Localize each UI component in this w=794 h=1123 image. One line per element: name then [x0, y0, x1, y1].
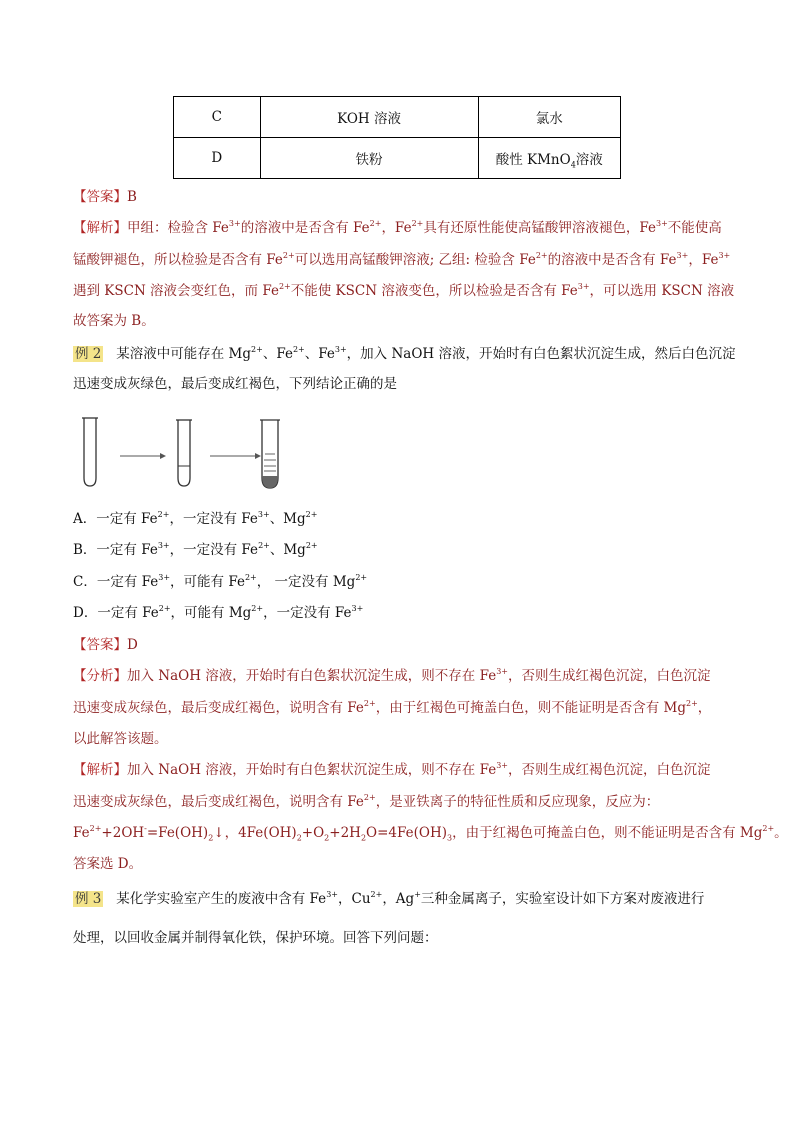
q2-analysis-line-1: 【分析】加入 NaOH 溶液，开始时有白色絮状沉淀生成，则不存在 $Fe^{3+}$，否则生成红褐色沉淀，白色沉淀 — [73, 666, 711, 684]
q2-analysis-line-3: 以此解答该题。 — [73, 731, 168, 747]
q2-expl-line-1: 【解析】加入 NaOH 溶液，开始时有白色絮状沉淀生成，则不存在 $Fe^{3+}$，否则生成红褐色沉淀，白色沉淀 — [73, 760, 711, 778]
q3-stem-line-1: 例 3 某化学实验室产生的废液中含有 $Fe^{3+}$，$Cu^{2+}$，Ag+三种金属离子，实验室设计如下方案对废液进行 — [75, 889, 705, 907]
test-tube-empty-icon — [82, 418, 98, 486]
test-tube-precipitate-icon — [260, 420, 280, 488]
q2-expl-line-2: 迅速变成灰绿色，最后变成红褐色，说明含有 $Fe^{2+}$，是亚铁离子的特征性质和反应现象，反应为： — [73, 792, 660, 810]
q1-answer: 【答案】B — [73, 189, 137, 205]
row-label: D — [174, 138, 261, 179]
q2-stem-line-2: 迅速变成灰绿色，最后变成红褐色，下列结论正确的是 — [73, 376, 397, 392]
q2-option-b: B．一定有 $Fe^{3+}$，一定没有 $Fe^{2+}$、$Mg^{2+}$ — [73, 540, 318, 558]
q1-expl-line-4: 故答案为 B。 — [73, 313, 155, 329]
q2-expl-line-4: 答案选 D。 — [73, 856, 143, 872]
example-badge: 例 2 — [75, 346, 102, 362]
q1-expl-line-3: 遇到 KSCN 溶液会变红色，而 $Fe^{2+}$不能使 KSCN 溶液变色，所以检验是否含有 $Fe^{3+}$，可以选用 KSCN 溶液 — [73, 281, 735, 299]
q2-option-c: C．一定有 $Fe^{3+}$，可能有 $Fe^{2+}$， 一定没有 $Mg^{2+}$ — [73, 572, 368, 590]
test-tube-solution-icon — [176, 420, 192, 486]
table-row — [174, 138, 621, 179]
row-label: C — [174, 97, 261, 138]
q3-stem-line-2: 处理，以回收金属并制得氧化铁，保护环境。回答下列问题： — [73, 930, 438, 946]
table-row — [174, 97, 621, 138]
reagent-b: 酸性 KMnO$_4$溶液 — [478, 138, 621, 179]
q2-analysis-line-2: 迅速变成灰绿色，最后变成红褐色，说明含有 $Fe^{2+}$，由于红褐色可掩盖白色，则不能证明是否含有 $Mg^{2+}$， — [73, 698, 712, 716]
q2-equation: $Fe^{2+}+2OH^-=Fe(OH)_2↓$，$4Fe(OH)_2+O_2+2H_2O=4Fe(OH)_3$，由于红褐色可掩盖白色，则不能证明是否含有 $Mg^{2+}$。 — [73, 823, 788, 843]
test-tubes-figure — [80, 416, 300, 496]
q1-expl-line-2: 锰酸钾褪色，所以检验是否含有 $Fe^{2+}$可以选用高锰酸钾溶液; 乙组: 检验含 $Fe^{2+}$的溶液中是否含有 $Fe^{3+}$，$Fe^{3+}$ — [73, 250, 731, 268]
q2-stem-line-1: 例 2 某溶液中可能存在 $Mg^{2+}$、$Fe^{2+}$、$Fe^{3+}$，加入 NaOH 溶液，开始时有白色絮状沉淀生成，然后白色沉淀 — [75, 344, 736, 362]
options-table — [173, 96, 621, 179]
q1-expl-line-1: 【解析】甲组：检验含 $Fe^{3+}$的溶液中是否含有 $Fe^{2+}$，$Fe^{2+}$具有还原性能使高锰酸钾溶液褪色，$Fe^{3+}$不能使高 — [73, 218, 722, 236]
reagent-a: 铁粉 — [260, 138, 478, 179]
q2-option-a: A．一定有 $Fe^{2+}$，一定没有 $Fe^{3+}$、$Mg^{2+}$ — [73, 509, 318, 527]
reagent-b: 氯水 — [478, 97, 621, 138]
example-badge: 例 3 — [75, 891, 102, 907]
q2-answer: 【答案】D — [73, 637, 138, 653]
q2-option-d: D．一定有 $Fe^{2+}$，可能有 $Mg^{2+}$，一定没有 $Fe^{3+}$ — [73, 603, 364, 621]
reagent-a: KOH 溶液 — [260, 97, 478, 138]
